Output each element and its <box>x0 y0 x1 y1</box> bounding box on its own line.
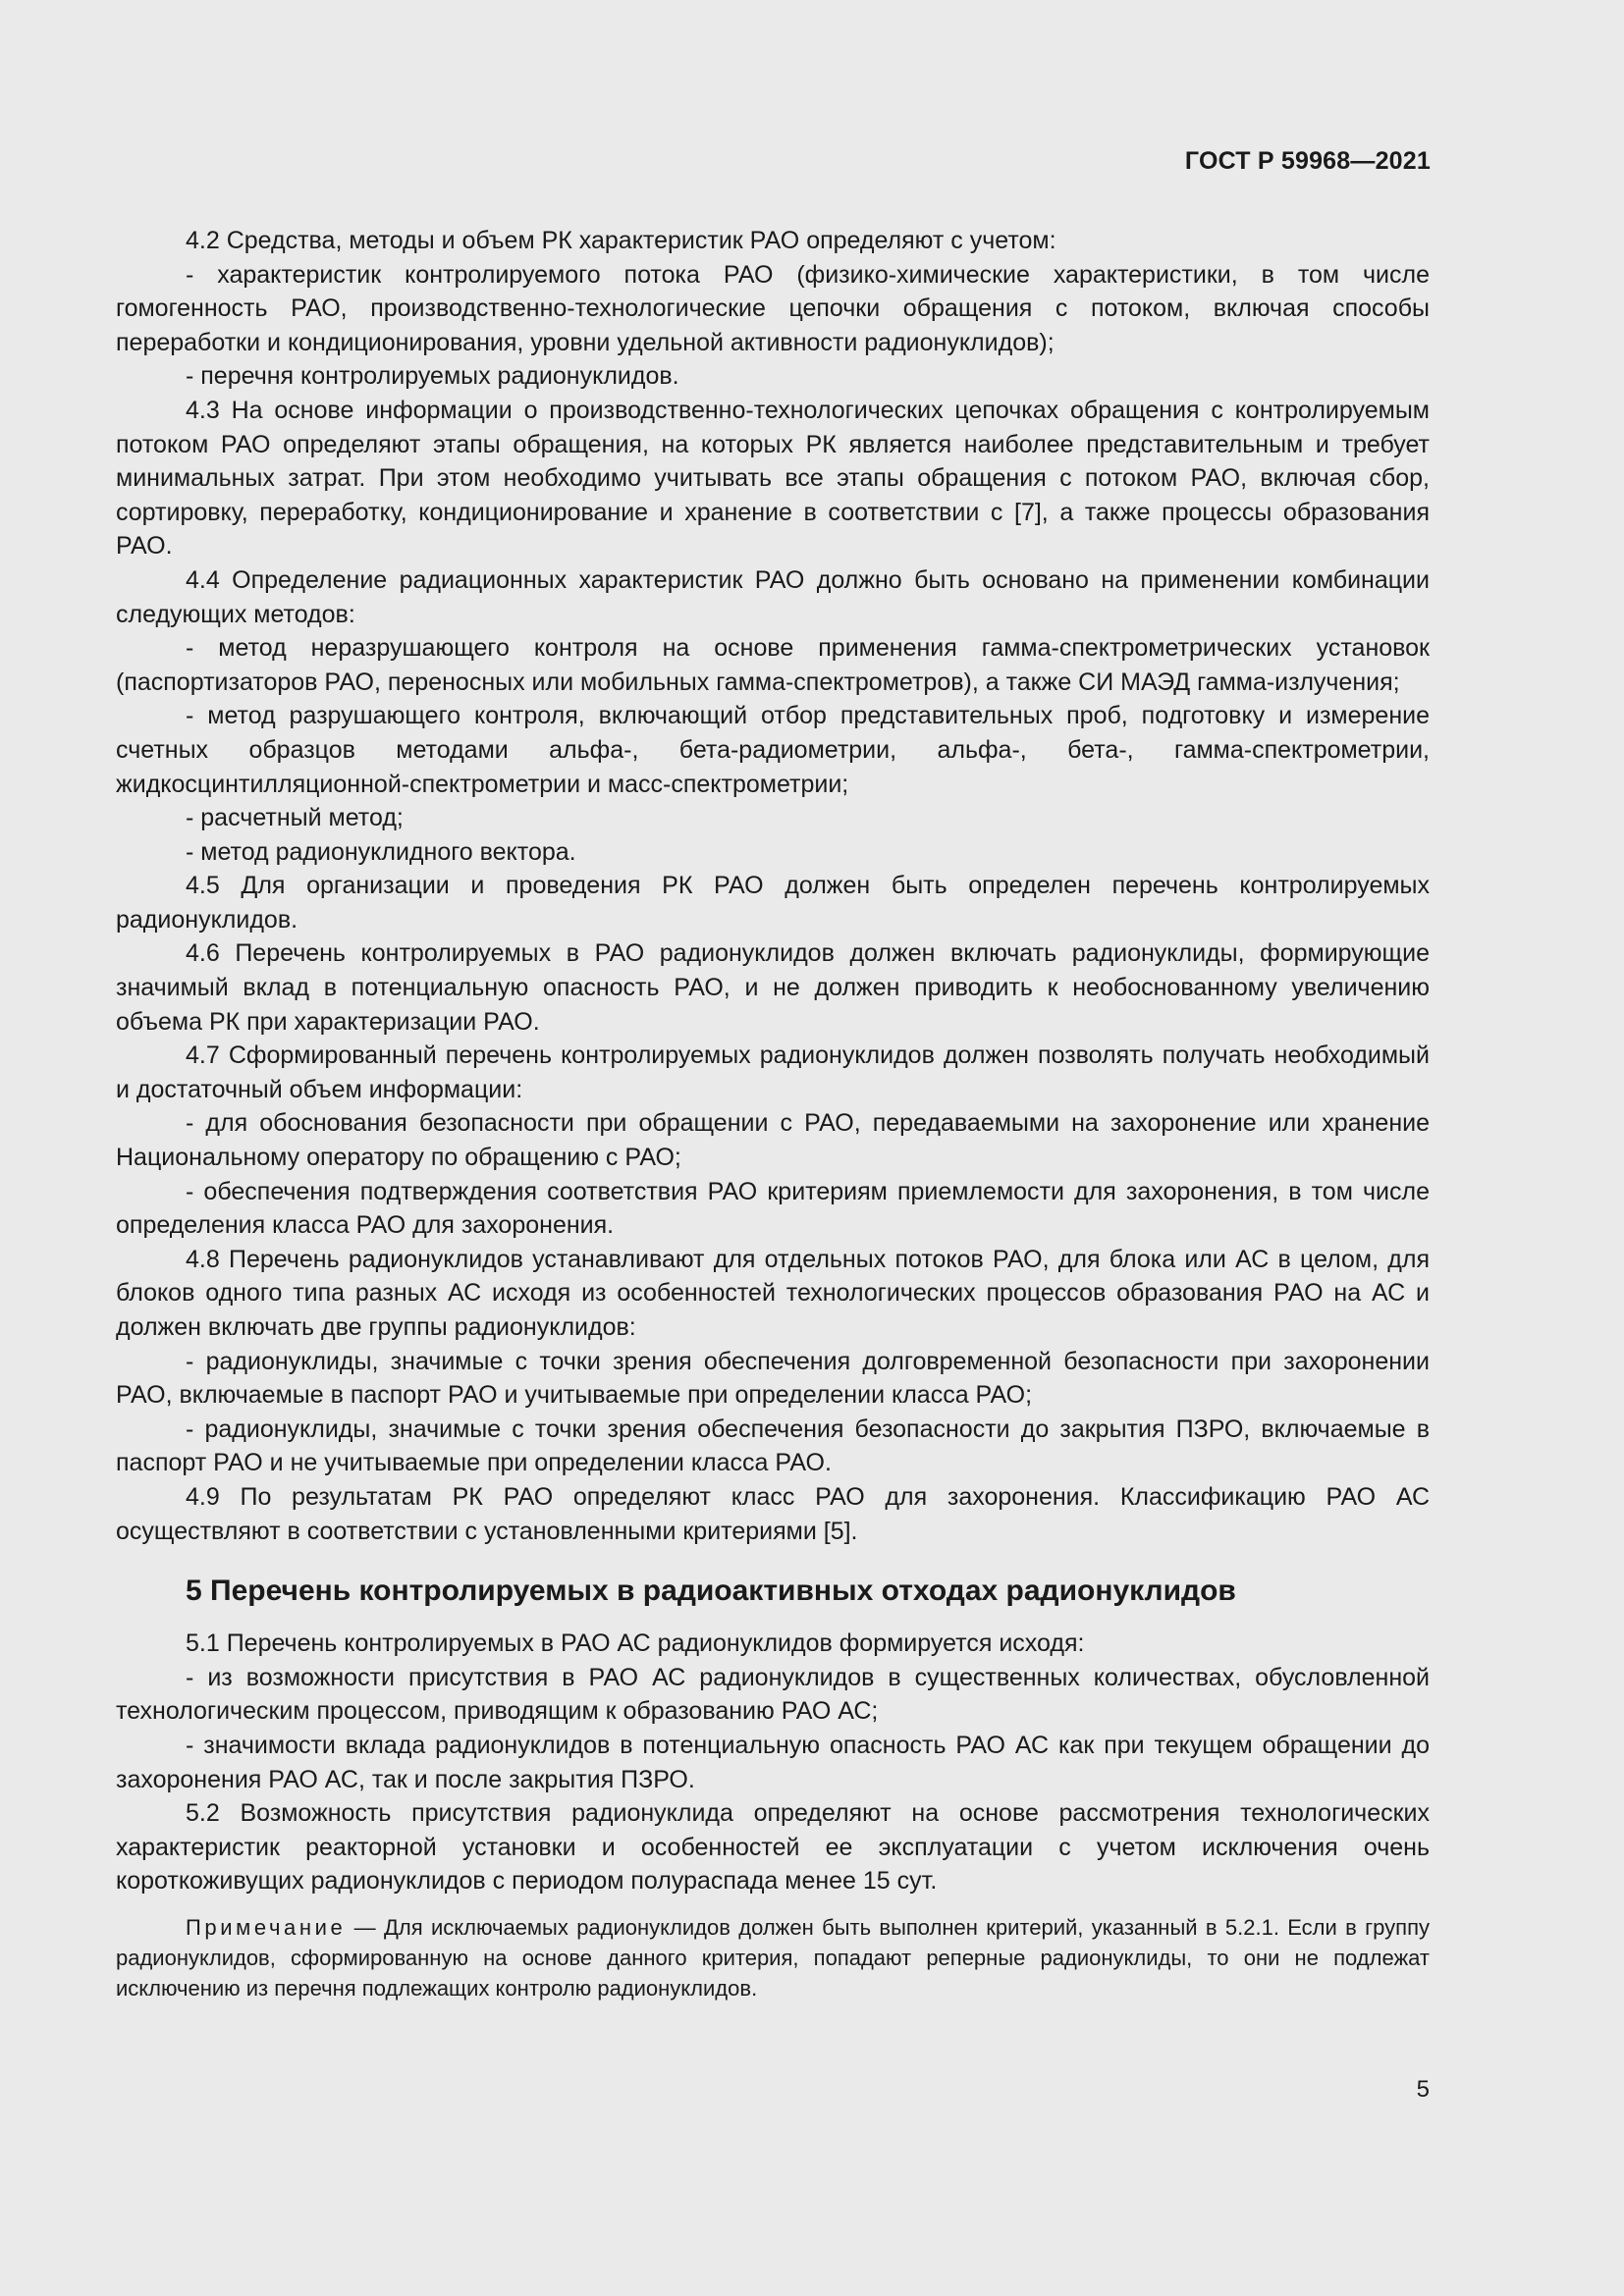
note-label: Примечание <box>186 1914 347 1940</box>
paragraph: - из возможности присутствия в РАО АС радионуклидов в существенных количествах, обусловленной технологическим процессом, приводящим к образованию РАО АС; <box>116 1663 1430 1726</box>
paragraph: - обеспечения подтверждения соответствия РАО критериям приемлемости для захоронения, в том числе определения класса РАО для захоронения. <box>116 1177 1430 1240</box>
paragraph: 4.6 Перечень контролируемых в РАО радионуклидов должен включать радионуклиды, формирующие значимый вклад в потенциальную опасность РАО, и не должен приводить к необоснованному увеличению объема РК при характеризации РАО. <box>116 939 1430 1036</box>
note-text: — Для исключаемых радионуклидов должен быть выполнен критерий, указанный в 5.2.1. Если в группу радионуклидов, сформированную на основе данного критерия, попадают реперные радионуклиды, то они не подлежат исключению из перечня подлежащих контролю радионуклидов. <box>116 1914 1430 2001</box>
paragraph: - перечня контролируемых радионуклидов. <box>186 362 679 391</box>
paragraph: 4.5 Для организации и проведения РК РАО должен быть определен перечень контролируемых радионуклидов. <box>116 872 1430 934</box>
paragraph: 4.3 На основе информации о производственно-технологических цепочках обращения с контролируемым потоком РАО определяют этапы обращения, на которых РК является наиболее представительным и требует минимальных затрат. При этом необходимо учитывать все этапы обращения с потоком РАО, включая сбор, сортировку, переработку, кондиционирование и хранение в соответствии с [7], а также процессы образования РАО. <box>116 396 1430 561</box>
paragraph: - радионуклиды, значимые с точки зрения обеспечения безопасности до закрытия ПЗРО, включаемые в паспорт РАО и не учитываемые при определении класса РАО. <box>116 1415 1430 1477</box>
paragraph: - радионуклиды, значимые с точки зрения обеспечения долговременной безопасности при захоронении РАО, включаемые в паспорт РАО и учитываемые при определении класса РАО; <box>116 1347 1430 1410</box>
paragraph: - метод неразрушающего контроля на основе применения гамма-спектрометрических установок (паспортизаторов РАО, переносных или мобильных гамма-спектрометров), а также СИ МАЭД гамма-излучения; <box>116 634 1430 696</box>
paragraph: 4.8 Перечень радионуклидов устанавливают для отдельных потоков РАО, для блока или АС в целом, для блоков одного типа разных АС исходя из особенностей технологических процессов образования РАО на АС и должен включать две группы радионуклидов: <box>116 1245 1430 1341</box>
paragraph: 4.9 По результатам РК РАО определяют класс РАО для захоронения. Классификацию РАО АС осуществляют в соответствии с установленными критериями [5]. <box>116 1482 1430 1545</box>
paragraph: - значимости вклада радионуклидов в потенциальную опасность РАО АС как при текущем обращении до захоронения РАО АС, так и после закрытия ПЗРО. <box>116 1731 1430 1793</box>
note <box>116 1912 1430 2003</box>
paragraph: - метод радионуклидного вектора. <box>186 837 576 866</box>
document-body <box>116 224 1430 2003</box>
paragraph: - расчетный метод; <box>186 804 404 832</box>
paragraph: 5.1 Перечень контролируемых в РАО АС радионуклидов формируется исходя: <box>186 1629 1085 1658</box>
paragraph: - характеристик контролируемого потока РАО (физико-химические характеристики, в том числе гомогенность РАО, производственно-технологические цепочки обращения с потоком, включая способы переработки и кондиционирования, уровни удельной активности радионуклидов); <box>116 260 1430 356</box>
section-heading: 5 Перечень контролируемых в радиоактивных отходах радионуклидов <box>186 1575 1236 1608</box>
paragraph: 5.2 Возможность присутствия радионуклида определяют на основе рассмотрения технологических характеристик реакторной установки и особенностей ее эксплуатации с учетом исключения очень короткоживущих радионуклидов с периодом полураспада менее 15 сут. <box>116 1799 1430 1896</box>
paragraph: 4.4 Определение радиационных характеристик РАО должно быть основано на применении комбинации следующих методов: <box>116 565 1430 628</box>
page-number: 5 <box>1416 2076 1430 2103</box>
paragraph: - для обоснования безопасности при обращении с РАО, передаваемыми на захоронение или хранение Национальному оператору по обращению с РАО; <box>116 1109 1430 1172</box>
standard-id: ГОСТ Р 59968—2021 <box>1184 147 1431 175</box>
paragraph: 4.2 Средства, методы и объем РК характеристик РАО определяют с учетом: <box>186 227 1056 254</box>
paragraph: 4.7 Сформированный перечень контролируемых радионуклидов должен позволять получать необходимый и достаточный объем информации: <box>116 1041 1430 1103</box>
paragraph: - метод разрушающего контроля, включающий отбор представительных проб, подготовку и измерение счетных образцов методами альфа-, бета-радиометрии, альфа-, бета-, гамма-спектрометрии, жидкосцинтилляционной-спектрометрии и масс-спектрометрии; <box>116 702 1430 798</box>
